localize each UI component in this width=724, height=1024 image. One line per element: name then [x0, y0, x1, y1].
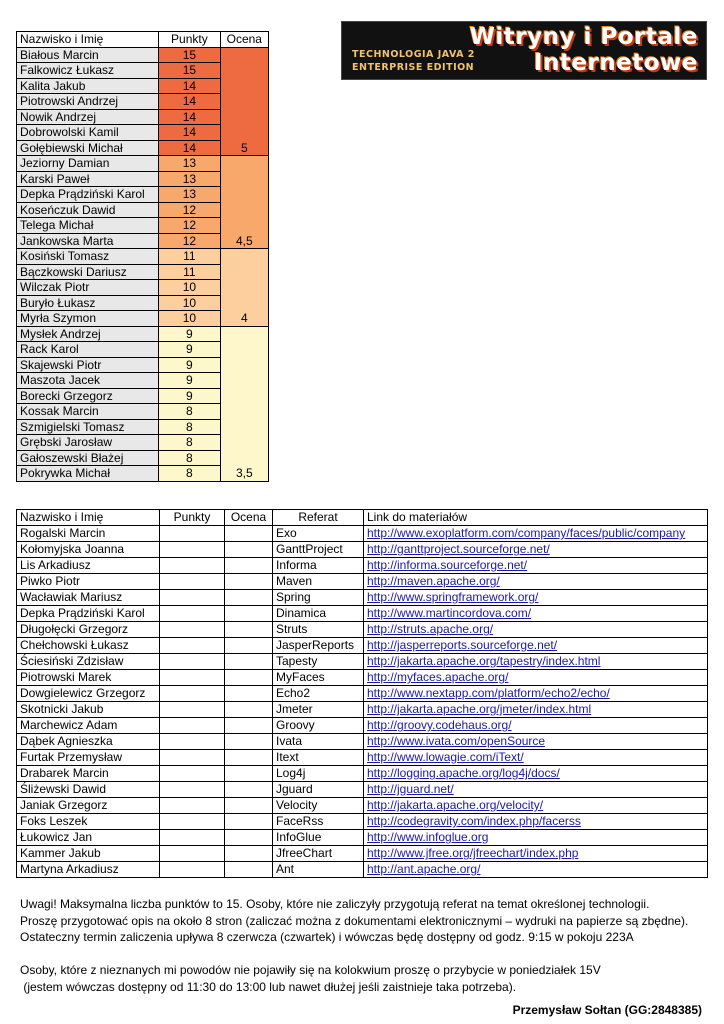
- student-name: Kossak Marcin: [17, 404, 159, 420]
- student-name: Bączkowski Dariusz: [17, 264, 159, 280]
- material-link[interactable]: http://myfaces.apache.org/: [364, 670, 708, 686]
- points-cell: [160, 734, 225, 750]
- grade-cell: [225, 718, 273, 734]
- student-points: 9: [159, 357, 220, 373]
- points-cell: [160, 718, 225, 734]
- student-name: Kołomyjska Joanna: [17, 542, 160, 558]
- student-points: 10: [159, 280, 220, 296]
- material-link[interactable]: http://jguard.net/: [364, 782, 708, 798]
- table-row: [17, 814, 708, 830]
- student-name: Szmigielski Tomasz: [17, 419, 159, 435]
- student-points: 9: [159, 373, 220, 389]
- student-points: 12: [159, 202, 220, 218]
- table-row: [17, 670, 708, 686]
- student-points: 13: [159, 171, 220, 187]
- student-points: 14: [159, 109, 220, 125]
- grade-cell: [225, 638, 273, 654]
- table-row: [17, 638, 708, 654]
- note-line: Proszę przygotować opis na około 8 stron (zaliczać można z dokumentami elektronicznymi – wydruki na papierze są zbędne).: [20, 913, 689, 928]
- topic-cell: Struts: [273, 622, 364, 638]
- points-cell: [160, 686, 225, 702]
- student-name: Białous Marcin: [17, 47, 159, 63]
- student-name: Myrła Szymon: [17, 311, 159, 327]
- topic-cell: Spring: [273, 590, 364, 606]
- material-link[interactable]: http://jakarta.apache.org/tapestry/index.html: [364, 654, 708, 670]
- table-row: [17, 798, 708, 814]
- student-points: 11: [159, 249, 220, 265]
- table-row: [17, 542, 708, 558]
- topic-cell: GanttProject: [273, 542, 364, 558]
- material-link[interactable]: http://www.lowagie.com/iText/: [364, 750, 708, 766]
- student-name: Chełchowski Łukasz: [17, 638, 160, 654]
- grades-table: [16, 31, 269, 482]
- grade-cell: 3,5: [220, 326, 268, 481]
- student-points: 15: [159, 47, 220, 63]
- topic-cell: Maven: [273, 574, 364, 590]
- table-row: [17, 558, 708, 574]
- student-points: 9: [159, 342, 220, 358]
- table-row: [17, 156, 269, 172]
- student-points: 8: [159, 435, 220, 451]
- points-cell: [160, 542, 225, 558]
- student-name: Depka Prądziński Karol: [17, 606, 160, 622]
- student-name: Skajewski Piotr: [17, 357, 159, 373]
- student-points: 10: [159, 311, 220, 327]
- table-row: [17, 622, 708, 638]
- student-name: Foks Leszek: [17, 814, 160, 830]
- grade-cell: [225, 558, 273, 574]
- student-name: Wacławiak Mariusz: [17, 590, 160, 606]
- material-link[interactable]: http://jakarta.apache.org/velocity/: [364, 798, 708, 814]
- grade-cell: [225, 526, 273, 542]
- topic-cell: Log4j: [273, 766, 364, 782]
- topic-cell: JfreeChart: [273, 846, 364, 862]
- student-name: Telega Michał: [17, 218, 159, 234]
- header-points: Punkty: [159, 32, 220, 48]
- points-cell: [160, 574, 225, 590]
- material-link[interactable]: http://codegravity.com/index.php/facerss: [364, 814, 708, 830]
- points-cell: [160, 814, 225, 830]
- student-points: 8: [159, 404, 220, 420]
- student-points: 10: [159, 295, 220, 311]
- student-points: 12: [159, 218, 220, 234]
- student-name: Śliżewski Dawid: [17, 782, 160, 798]
- material-link[interactable]: http://www.nextapp.com/platform/echo2/echo/: [364, 686, 708, 702]
- grade-cell: [225, 670, 273, 686]
- topic-cell: Jguard: [273, 782, 364, 798]
- points-cell: [160, 846, 225, 862]
- note-spacer: [20, 946, 710, 963]
- grade-cell: 4: [220, 249, 268, 327]
- points-cell: [160, 798, 225, 814]
- table-row: [17, 862, 708, 878]
- grade-cell: [225, 574, 273, 590]
- material-link[interactable]: http://struts.apache.org/: [364, 622, 708, 638]
- student-name: Długołęcki Grzegorz: [17, 622, 160, 638]
- table-row: [17, 766, 708, 782]
- topic-cell: Itext: [273, 750, 364, 766]
- material-link[interactable]: http://www.ivata.com/openSource: [364, 734, 708, 750]
- topic-cell: Velocity: [273, 798, 364, 814]
- student-points: 15: [159, 63, 220, 79]
- points-cell: [160, 654, 225, 670]
- material-link[interactable]: http://ganttproject.sourceforge.net/: [364, 542, 708, 558]
- student-name: Łukowicz Jan: [17, 830, 160, 846]
- points-cell: [160, 830, 225, 846]
- points-cell: [160, 702, 225, 718]
- course-banner: [341, 21, 707, 80]
- student-name: Mysłek Andrzej: [17, 326, 159, 342]
- grade-cell: [225, 862, 273, 878]
- table-row: [17, 718, 708, 734]
- table-row: [17, 526, 708, 542]
- material-link[interactable]: http://jasperreports.sourceforge.net/: [364, 638, 708, 654]
- material-link[interactable]: http://www.exoplatform.com/company/faces/public/company: [364, 526, 708, 542]
- topic-cell: Groovy: [273, 718, 364, 734]
- grade-cell: [225, 542, 273, 558]
- topic-cell: Ant: [273, 862, 364, 878]
- grade-cell: [225, 830, 273, 846]
- points-cell: [160, 862, 225, 878]
- header-link: Link do materiałów: [364, 510, 708, 526]
- topic-cell: InfoGlue: [273, 830, 364, 846]
- student-name: Falkowicz Łukasz: [17, 63, 159, 79]
- student-name: Maszota Jacek: [17, 373, 159, 389]
- student-points: 13: [159, 187, 220, 203]
- note-line: Uwagi! Maksymalna liczba punktów to 15. Osoby, które nie zaliczyły przygotują referat na temat określonej technologii.: [20, 897, 650, 911]
- topic-cell: Ivata: [273, 734, 364, 750]
- material-link[interactable]: http://www.springframework.org/: [364, 590, 708, 606]
- student-name: Nowik Andrzej: [17, 109, 159, 125]
- topic-cell: Informa: [273, 558, 364, 574]
- student-name: Ściesiński Zdzisław: [17, 654, 160, 670]
- grade-cell: [225, 846, 273, 862]
- student-name: Martyna Arkadiusz: [17, 862, 160, 878]
- student-points: 14: [159, 78, 220, 94]
- material-link[interactable]: http://www.jfree.org/jfreechart/index.php: [364, 846, 708, 862]
- table-row: [17, 654, 708, 670]
- student-name: Skotnicki Jakub: [17, 702, 160, 718]
- student-name: Grębski Jarosław: [17, 435, 159, 451]
- student-name: Gałoszewski Błażej: [17, 450, 159, 466]
- topic-cell: Exo: [273, 526, 364, 542]
- student-points: 14: [159, 140, 220, 156]
- student-name: Piotrowski Marek: [17, 670, 160, 686]
- student-points: 11: [159, 264, 220, 280]
- grade-cell: 4,5: [220, 156, 268, 249]
- banner-subtitle-line1: TECHNOLOGIA JAVA 2: [352, 49, 475, 60]
- student-points: 14: [159, 94, 220, 110]
- student-name: Drabarek Marcin: [17, 766, 160, 782]
- student-name: Janiak Grzegorz: [17, 798, 160, 814]
- student-name: Lis Arkadiusz: [17, 558, 160, 574]
- student-name: Wilczak Piotr: [17, 280, 159, 296]
- header-points: Punkty: [160, 510, 225, 526]
- student-points: 8: [159, 466, 220, 482]
- table-row: [17, 574, 708, 590]
- points-cell: [160, 590, 225, 606]
- topic-cell: MyFaces: [273, 670, 364, 686]
- material-link[interactable]: http://www.martincordova.com/: [364, 606, 708, 622]
- topic-cell: Tapesty: [273, 654, 364, 670]
- table-row: [17, 750, 708, 766]
- student-name: Rack Karol: [17, 342, 159, 358]
- student-name: Marchewicz Adam: [17, 718, 160, 734]
- banner-subtitle-line2: ENTERPRISE EDITION: [352, 62, 475, 73]
- topic-cell: Dinamica: [273, 606, 364, 622]
- table-row: [17, 47, 269, 63]
- reports-table-header: [17, 510, 708, 526]
- header-grade: Ocena: [225, 510, 273, 526]
- student-name: Gołębiewski Michał: [17, 140, 159, 156]
- points-cell: [160, 526, 225, 542]
- student-name: Jankowska Marta: [17, 233, 159, 249]
- student-name: Kalita Jakub: [17, 78, 159, 94]
- table-row: [17, 249, 269, 265]
- note-line: Osoby, które z nieznanych mi powodów nie pojawiły się na kolokwium proszę o przybycie w poniedziałek 15V: [20, 963, 601, 977]
- grade-cell: [225, 702, 273, 718]
- signature: Przemysław Sołtan (GG:2848385): [512, 1003, 702, 1017]
- points-cell: [160, 670, 225, 686]
- material-link[interactable]: http://www.infoglue.org: [364, 830, 708, 846]
- material-link[interactable]: http://logging.apache.org/log4j/docs/: [364, 766, 708, 782]
- grades-table-header: [17, 32, 269, 48]
- points-cell: [160, 750, 225, 766]
- header-name: Nazwisko i Imię: [17, 510, 160, 526]
- student-points: 12: [159, 233, 220, 249]
- topic-cell: Echo2: [273, 686, 364, 702]
- student-name: Depka Prądziński Karol: [17, 187, 159, 203]
- grade-cell: [225, 606, 273, 622]
- grade-cell: 5: [220, 47, 268, 156]
- student-points: 8: [159, 419, 220, 435]
- grade-cell: [225, 686, 273, 702]
- grade-cell: [225, 750, 273, 766]
- material-link[interactable]: http://ant.apache.org/: [364, 862, 708, 878]
- grade-cell: [225, 622, 273, 638]
- student-name: Dowgielewicz Grzegorz: [17, 686, 160, 702]
- topic-cell: Jmeter: [273, 702, 364, 718]
- points-cell: [160, 782, 225, 798]
- table-row: [17, 702, 708, 718]
- header-grade: Ocena: [220, 32, 268, 48]
- points-cell: [160, 622, 225, 638]
- student-name: Borecki Grzegorz: [17, 388, 159, 404]
- student-name: Dobrowolski Kamil: [17, 125, 159, 141]
- banner-title-line2: Internetowe: [534, 50, 698, 76]
- grade-cell: [225, 766, 273, 782]
- table-row: [17, 734, 708, 750]
- student-points: 9: [159, 326, 220, 342]
- student-name: Buryło Łukasz: [17, 295, 159, 311]
- student-points: 8: [159, 450, 220, 466]
- grade-cell: [225, 734, 273, 750]
- table-row: [17, 326, 269, 342]
- points-cell: [160, 638, 225, 654]
- student-points: 9: [159, 388, 220, 404]
- header-topic: Referat: [273, 510, 364, 526]
- banner-title-line1: Witryny i Portale: [469, 24, 698, 50]
- student-name: Furtak Przemysław: [17, 750, 160, 766]
- table-row: [17, 686, 708, 702]
- points-cell: [160, 558, 225, 574]
- header-name: Nazwisko i Imię: [17, 32, 159, 48]
- table-row: [17, 782, 708, 798]
- student-points: 13: [159, 156, 220, 172]
- note-line: Ostateczny termin zaliczenia upływa 8 czerwcza (czwartek) i wówczas będę dostępny od godz. 9:15 w pokoju 223A: [20, 930, 634, 944]
- student-name: Kammer Jakub: [17, 846, 160, 862]
- points-cell: [160, 766, 225, 782]
- grade-cell: [225, 654, 273, 670]
- reports-table: [16, 509, 708, 878]
- student-name: Piwko Piotr: [17, 574, 160, 590]
- student-points: 14: [159, 125, 220, 141]
- student-name: Rogalski Marcin: [17, 526, 160, 542]
- grade-cell: [225, 782, 273, 798]
- note-line: (jestem wówczas dostępny od 11:30 do 13:00 lub nawet dłużej jeśli zaistnieje taka potrzeba).: [20, 979, 517, 994]
- student-name: Piotrowski Andrzej: [17, 94, 159, 110]
- student-name: Kosiński Tomasz: [17, 249, 159, 265]
- table-row: [17, 590, 708, 606]
- grade-cell: [225, 798, 273, 814]
- topic-cell: FaceRss: [273, 814, 364, 830]
- points-cell: [160, 606, 225, 622]
- material-link[interactable]: http://informa.sourceforge.net/: [364, 558, 708, 574]
- student-name: Dąbek Agnieszka: [17, 734, 160, 750]
- student-name: Koseńczuk Dawid: [17, 202, 159, 218]
- table-row: [17, 830, 708, 846]
- material-link[interactable]: http://jakarta.apache.org/jmeter/index.html: [364, 702, 708, 718]
- student-name: Jeziorny Damian: [17, 156, 159, 172]
- grade-cell: [225, 590, 273, 606]
- material-link[interactable]: http://maven.apache.org/: [364, 574, 708, 590]
- table-row: [17, 846, 708, 862]
- student-name: Karski Paweł: [17, 171, 159, 187]
- table-row: [17, 606, 708, 622]
- topic-cell: JasperReports: [273, 638, 364, 654]
- notes: [20, 896, 710, 995]
- student-name: Pokrywka Michał: [17, 466, 159, 482]
- material-link[interactable]: http://groovy.codehaus.org/: [364, 718, 708, 734]
- grade-cell: [225, 814, 273, 830]
